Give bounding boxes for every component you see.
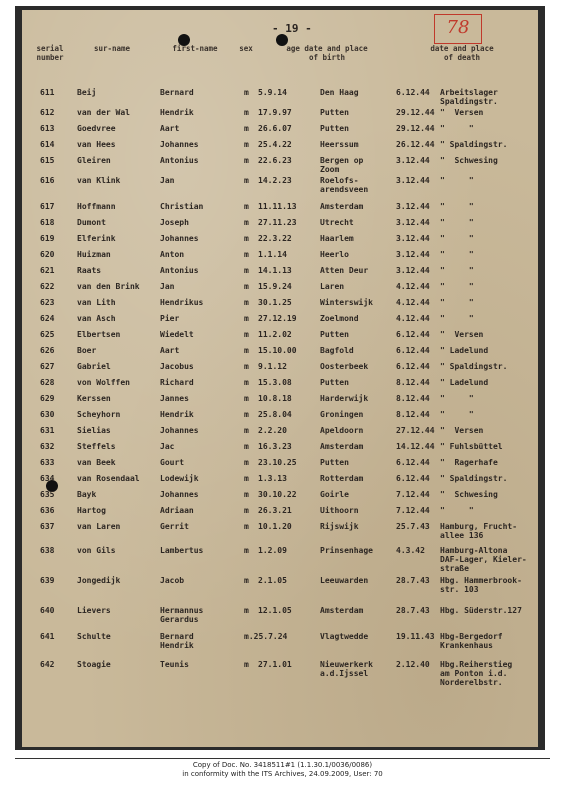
- cell-sex: m: [244, 250, 249, 259]
- cell-death-date: 7.12.44: [396, 506, 430, 515]
- cell-surname: Beij: [77, 88, 97, 97]
- cell-firstname: Gourt: [160, 458, 185, 467]
- cell-sex: m: [244, 576, 249, 585]
- cell-birth-place: Den Haag: [320, 88, 359, 97]
- footer-divider: [15, 758, 550, 759]
- cell-death-date: 3.12.44: [396, 250, 430, 259]
- cell-death-date: 28.7.43: [396, 576, 430, 585]
- cell-death-place: " Schwesing: [440, 156, 498, 165]
- cell-death-place: Hamburg-Altona DAF-Lager, Kieler- straße: [440, 546, 527, 573]
- footer-line-1: Copy of Doc. No. 3418511#1 (1.1.30.1/0036/0086): [192, 761, 373, 769]
- cell-death-place: " ": [440, 250, 474, 259]
- cell-birth-date: 16.3.23: [258, 442, 292, 451]
- cell-death-place: " Spaldingstr.: [440, 362, 508, 371]
- header-surname: sur-name: [93, 44, 131, 53]
- cell-surname: Schulte: [77, 632, 111, 641]
- cell-birth-place: Bergen op Zoom: [320, 156, 364, 174]
- cell-death-date: 4.12.44: [396, 298, 430, 307]
- cell-birth-date: 26.6.07: [258, 124, 292, 133]
- header-birth: age date and place of birth: [286, 44, 368, 62]
- cell-birth-place: Uithoorn: [320, 506, 359, 515]
- cell-sex: m.25.7.24: [244, 632, 288, 641]
- cell-firstname: Johannes: [160, 426, 199, 435]
- cell-birth-date: 30.1.25: [258, 298, 292, 307]
- cell-death-place: " ": [440, 282, 474, 291]
- cell-death-place: " Ragerhafe: [440, 458, 498, 467]
- cell-birth-date: 22.6.23: [258, 156, 292, 165]
- cell-death-date: 29.12.44: [396, 108, 435, 117]
- cell-birth-place: Goirle: [320, 490, 349, 499]
- cell-birth-place: Putten: [320, 330, 349, 339]
- cell-birth-date: 5.9.14: [258, 88, 287, 97]
- cell-surname: Kerssen: [77, 394, 111, 403]
- footer-line-2: in conformity with the ITS Archives, 24.09.2009, User: 70: [182, 770, 383, 778]
- cell-death-date: 6.12.44: [396, 474, 430, 483]
- cell-death-place: " Versen: [440, 426, 484, 435]
- cell-death-place: " Ladelund: [440, 346, 489, 355]
- cell-serial-number: 621: [40, 266, 55, 275]
- cell-firstname: Antonius: [160, 266, 199, 275]
- cell-surname: van der Wal: [77, 108, 130, 117]
- cell-serial-number: 636: [40, 506, 55, 515]
- cell-birth-place: Vlagtwedde: [320, 632, 369, 641]
- cell-birth-place: Roelofs- arendsveen: [320, 176, 369, 194]
- cell-sex: m: [244, 410, 249, 419]
- cell-birth-date: 14.1.13: [258, 266, 292, 275]
- cell-birth-date: 12.1.05: [258, 606, 292, 615]
- cell-death-place: " Schwesing: [440, 490, 498, 499]
- cell-death-date: 27.12.44: [396, 426, 435, 435]
- cell-serial-number: 624: [40, 314, 55, 323]
- cell-firstname: Lodewijk: [160, 474, 199, 483]
- cell-death-place: " ": [440, 234, 474, 243]
- cell-birth-place: Prinsenhage: [320, 546, 373, 555]
- cell-sex: m: [244, 378, 249, 387]
- cell-serial-number: 623: [40, 298, 55, 307]
- cell-sex: m: [244, 490, 249, 499]
- cell-surname: Gabriel: [77, 362, 111, 371]
- cell-death-date: 28.7.43: [396, 606, 430, 615]
- cell-birth-place: Atten Deur: [320, 266, 369, 275]
- cell-surname: Hoffmann: [77, 202, 116, 211]
- cell-death-place: " ": [440, 410, 474, 419]
- cell-surname: von Gils: [77, 546, 116, 555]
- cell-death-place: Hbg. Hammerbrook- str. 103: [440, 576, 522, 594]
- cell-firstname: Jac: [160, 442, 175, 451]
- header-firstname: first-name: [172, 44, 218, 53]
- cell-birth-place: Haarlem: [320, 234, 354, 243]
- cell-birth-place: Apeldoorn: [320, 426, 364, 435]
- cell-serial-number: 639: [40, 576, 55, 585]
- cell-firstname: Johannes: [160, 234, 199, 243]
- cell-birth-date: 15.3.08: [258, 378, 292, 387]
- page-number: - 19 -: [272, 22, 312, 35]
- cell-birth-place: Rijswijk: [320, 522, 359, 531]
- cell-firstname: Bernard: [160, 88, 194, 97]
- cell-birth-date: 27.12.19: [258, 314, 297, 323]
- cell-serial-number: 634: [40, 474, 55, 483]
- cell-birth-place: Amsterdam: [320, 606, 364, 615]
- cell-surname: Scheyhorn: [77, 410, 121, 419]
- cell-firstname: Pier: [160, 314, 180, 323]
- cell-death-date: 6.12.44: [396, 330, 430, 339]
- cell-serial-number: 632: [40, 442, 55, 451]
- cell-firstname: Aart: [160, 124, 180, 133]
- cell-birth-place: Bagfold: [320, 346, 354, 355]
- cell-sex: m: [244, 442, 249, 451]
- cell-sex: m: [244, 140, 249, 149]
- cell-death-date: 19.11.43: [396, 632, 435, 641]
- cell-death-place: " ": [440, 202, 474, 211]
- cell-death-date: 4.12.44: [396, 282, 430, 291]
- cell-birth-place: Groningen: [320, 410, 364, 419]
- cell-sex: m: [244, 218, 249, 227]
- cell-sex: m: [244, 282, 249, 291]
- cell-death-date: 3.12.44: [396, 218, 430, 227]
- cell-surname: van Rosendaal: [77, 474, 140, 483]
- cell-birth-date: 10.8.18: [258, 394, 292, 403]
- cell-birth-date: 1.1.14: [258, 250, 287, 259]
- cell-death-place: " Ladelund: [440, 378, 489, 387]
- cell-birth-date: 30.10.22: [258, 490, 297, 499]
- cell-death-date: 3.12.44: [396, 156, 430, 165]
- cell-birth-date: 26.3.21: [258, 506, 292, 515]
- cell-sex: m: [244, 330, 249, 339]
- cell-death-date: 2.12.40: [396, 660, 430, 669]
- cell-surname: van Lith: [77, 298, 116, 307]
- cell-serial-number: 641: [40, 632, 55, 641]
- cell-death-place: Hamburg, Frucht- allee 136: [440, 522, 518, 540]
- cell-serial-number: 620: [40, 250, 55, 259]
- cell-birth-date: 27.11.23: [258, 218, 297, 227]
- cell-serial-number: 612: [40, 108, 55, 117]
- cell-birth-date: 14.2.23: [258, 176, 292, 185]
- cell-birth-place: Heerlo: [320, 250, 349, 259]
- cell-death-place: Hbg. Süderstr.127: [440, 606, 522, 615]
- cell-sex: m: [244, 426, 249, 435]
- cell-death-place: " ": [440, 266, 474, 275]
- cell-sex: m: [244, 546, 249, 555]
- cell-surname: van den Brink: [77, 282, 140, 291]
- cell-surname: Sielias: [77, 426, 111, 435]
- cell-firstname: Jacobus: [160, 362, 194, 371]
- cell-serial-number: 617: [40, 202, 55, 211]
- cell-surname: von Wolffen: [77, 378, 130, 387]
- cell-birth-place: Leeuwarden: [320, 576, 369, 585]
- cell-surname: Raats: [77, 266, 102, 275]
- cell-serial-number: 627: [40, 362, 55, 371]
- cell-serial-number: 618: [40, 218, 55, 227]
- cell-death-place: " Versen: [440, 108, 484, 117]
- cell-surname: Steffels: [77, 442, 116, 451]
- cell-surname: van Laren: [77, 522, 121, 531]
- cell-birth-place: Amsterdam: [320, 442, 364, 451]
- cell-serial-number: 615: [40, 156, 55, 165]
- cell-death-place: " ": [440, 176, 474, 185]
- document-page: [22, 10, 538, 747]
- header-sex: sex: [239, 44, 253, 53]
- cell-death-date: 4.12.44: [396, 314, 430, 323]
- cell-sex: m: [244, 660, 249, 669]
- cell-serial-number: 622: [40, 282, 55, 291]
- cell-sex: m: [244, 234, 249, 243]
- cell-firstname: Jacob: [160, 576, 185, 585]
- cell-serial-number: 638: [40, 546, 55, 555]
- cell-sex: m: [244, 108, 249, 117]
- cell-firstname: Hendrik: [160, 108, 194, 117]
- cell-birth-date: 2.1.05: [258, 576, 287, 585]
- cell-firstname: Jan: [160, 282, 175, 291]
- cell-death-date: 8.12.44: [396, 378, 430, 387]
- cell-serial-number: 614: [40, 140, 55, 149]
- cell-death-place: " ": [440, 394, 474, 403]
- cell-surname: Stoagie: [77, 660, 111, 669]
- cell-serial-number: 631: [40, 426, 55, 435]
- cell-serial-number: 642: [40, 660, 55, 669]
- cell-death-place: Arbeitslager Spaldingstr.: [440, 88, 498, 106]
- cell-birth-date: 27.1.01: [258, 660, 292, 669]
- cell-serial-number: 640: [40, 606, 55, 615]
- cell-birth-date: 10.1.20: [258, 522, 292, 531]
- cell-birth-date: 11.2.02: [258, 330, 292, 339]
- cell-serial-number: 630: [40, 410, 55, 419]
- cell-surname: Elbertsen: [77, 330, 121, 339]
- cell-firstname: Wiedelt: [160, 330, 194, 339]
- cell-death-place: " ": [440, 298, 474, 307]
- cell-serial-number: 611: [40, 88, 55, 97]
- cell-death-date: 6.12.44: [396, 362, 430, 371]
- cell-birth-date: 2.2.20: [258, 426, 287, 435]
- cell-birth-place: Oosterbeek: [320, 362, 369, 371]
- cell-death-place: " ": [440, 218, 474, 227]
- cell-firstname: Hendrik: [160, 410, 194, 419]
- cell-birth-date: 15.10.00: [258, 346, 297, 355]
- cell-birth-date: 1.3.13: [258, 474, 287, 483]
- header-serial-number: serial number: [36, 44, 64, 62]
- cell-firstname: Adriaan: [160, 506, 194, 515]
- cell-surname: Elferink: [77, 234, 116, 243]
- cell-surname: Huizman: [77, 250, 111, 259]
- cell-surname: Bayk: [77, 490, 97, 499]
- cell-death-date: 3.12.44: [396, 234, 430, 243]
- cell-birth-place: Utrecht: [320, 218, 354, 227]
- cell-death-place: " Fuhlsbüttel: [440, 442, 503, 451]
- cell-sex: m: [244, 176, 249, 185]
- cell-birth-place: Putten: [320, 108, 349, 117]
- cell-death-date: 4.3.42: [396, 546, 425, 555]
- cell-sex: m: [244, 458, 249, 467]
- cell-surname: Boer: [77, 346, 97, 355]
- cell-birth-date: 9.1.12: [258, 362, 287, 371]
- cell-birth-date: 25.4.22: [258, 140, 292, 149]
- cell-sex: m: [244, 606, 249, 615]
- cell-serial-number: 633: [40, 458, 55, 467]
- cell-death-date: 8.12.44: [396, 394, 430, 403]
- cell-serial-number: 616: [40, 176, 55, 185]
- cell-surname: Lievers: [77, 606, 111, 615]
- cell-serial-number: 619: [40, 234, 55, 243]
- cell-death-place: " ": [440, 506, 474, 515]
- cell-firstname: Anton: [160, 250, 185, 259]
- cell-birth-place: Winterswijk: [320, 298, 373, 307]
- cell-birth-place: Nieuwerkerk a.d.Ijssel: [320, 660, 373, 678]
- cell-surname: Dumont: [77, 218, 106, 227]
- cell-birth-place: Heerssum: [320, 140, 359, 149]
- cell-birth-date: 25.8.04: [258, 410, 292, 419]
- cell-death-date: 8.12.44: [396, 410, 430, 419]
- cell-death-date: 3.12.44: [396, 266, 430, 275]
- cell-serial-number: 635: [40, 490, 55, 499]
- cell-death-place: " Spaldingstr.: [440, 474, 508, 483]
- cell-death-place: " Versen: [440, 330, 484, 339]
- cell-death-date: 25.7.43: [396, 522, 430, 531]
- cell-firstname: Johannes: [160, 490, 199, 499]
- cell-firstname: Jannes: [160, 394, 189, 403]
- cell-sex: m: [244, 474, 249, 483]
- cell-firstname: Jan: [160, 176, 175, 185]
- cell-birth-place: Laren: [320, 282, 345, 291]
- cell-serial-number: 629: [40, 394, 55, 403]
- cell-sex: m: [244, 522, 249, 531]
- cell-firstname: Gerrit: [160, 522, 189, 531]
- cell-birth-date: 17.9.97: [258, 108, 292, 117]
- cell-death-date: 29.12.44: [396, 124, 435, 133]
- cell-sex: m: [244, 314, 249, 323]
- cell-surname: van Asch: [77, 314, 116, 323]
- cell-birth-place: Amsterdam: [320, 202, 364, 211]
- cell-firstname: Hermannus Gerardus: [160, 606, 204, 624]
- cell-birth-date: 1.2.09: [258, 546, 287, 555]
- cell-sex: m: [244, 394, 249, 403]
- cell-death-place: " Spaldingstr.: [440, 140, 508, 149]
- cell-birth-date: 15.9.24: [258, 282, 292, 291]
- cell-firstname: Johannes: [160, 140, 199, 149]
- cell-serial-number: 613: [40, 124, 55, 133]
- cell-death-date: 14.12.44: [396, 442, 435, 451]
- cell-surname: Goedvree: [77, 124, 116, 133]
- header-death: date and place of death: [430, 44, 494, 62]
- cell-firstname: Bernard Hendrik: [160, 632, 194, 650]
- cell-firstname: Hendrikus: [160, 298, 204, 307]
- cell-birth-place: Putten: [320, 378, 349, 387]
- cell-firstname: Lambertus: [160, 546, 204, 555]
- cell-death-date: 26.12.44: [396, 140, 435, 149]
- cell-death-date: 3.12.44: [396, 176, 430, 185]
- cell-sex: m: [244, 266, 249, 275]
- cell-death-date: 3.12.44: [396, 202, 430, 211]
- cell-surname: van Klink: [77, 176, 121, 185]
- cell-birth-place: Rotterdam: [320, 474, 364, 483]
- cell-firstname: Christian: [160, 202, 204, 211]
- cell-serial-number: 637: [40, 522, 55, 531]
- cell-death-date: 7.12.44: [396, 490, 430, 499]
- cell-death-place: " ": [440, 124, 474, 133]
- cell-death-place: Hbg.Reiherstieg am Ponton i.d. Norderelbstr.: [440, 660, 513, 687]
- cell-birth-date: 23.10.25: [258, 458, 297, 467]
- cell-surname: Gleiren: [77, 156, 111, 165]
- cell-firstname: Antonius: [160, 156, 199, 165]
- cell-serial-number: 626: [40, 346, 55, 355]
- cell-birth-place: Putten: [320, 124, 349, 133]
- cell-sex: m: [244, 346, 249, 355]
- cell-surname: Jongedijk: [77, 576, 121, 585]
- cell-sex: m: [244, 202, 249, 211]
- cell-birth-place: Zoelmond: [320, 314, 359, 323]
- cell-serial-number: 628: [40, 378, 55, 387]
- archive-stamp: 78: [434, 14, 482, 44]
- cell-death-date: 6.12.44: [396, 458, 430, 467]
- cell-sex: m: [244, 156, 249, 165]
- cell-birth-date: 11.11.13: [258, 202, 297, 211]
- cell-surname: Hartog: [77, 506, 106, 515]
- cell-birth-place: Putten: [320, 458, 349, 467]
- cell-birth-date: 22.3.22: [258, 234, 292, 243]
- cell-sex: m: [244, 506, 249, 515]
- cell-firstname: Joseph: [160, 218, 189, 227]
- cell-firstname: Teunis: [160, 660, 189, 669]
- cell-death-date: 6.12.44: [396, 88, 430, 97]
- cell-firstname: Aart: [160, 346, 180, 355]
- cell-death-place: " ": [440, 314, 474, 323]
- cell-sex: m: [244, 298, 249, 307]
- cell-firstname: Richard: [160, 378, 194, 387]
- cell-birth-place: Harderwijk: [320, 394, 369, 403]
- cell-sex: m: [244, 88, 249, 97]
- cell-surname: van Beek: [77, 458, 116, 467]
- cell-surname: van Hees: [77, 140, 116, 149]
- cell-sex: m: [244, 124, 249, 133]
- cell-death-date: 6.12.44: [396, 346, 430, 355]
- cell-death-place: Hbg-Bergedorf Krankenhaus: [440, 632, 503, 650]
- cell-sex: m: [244, 362, 249, 371]
- cell-serial-number: 625: [40, 330, 55, 339]
